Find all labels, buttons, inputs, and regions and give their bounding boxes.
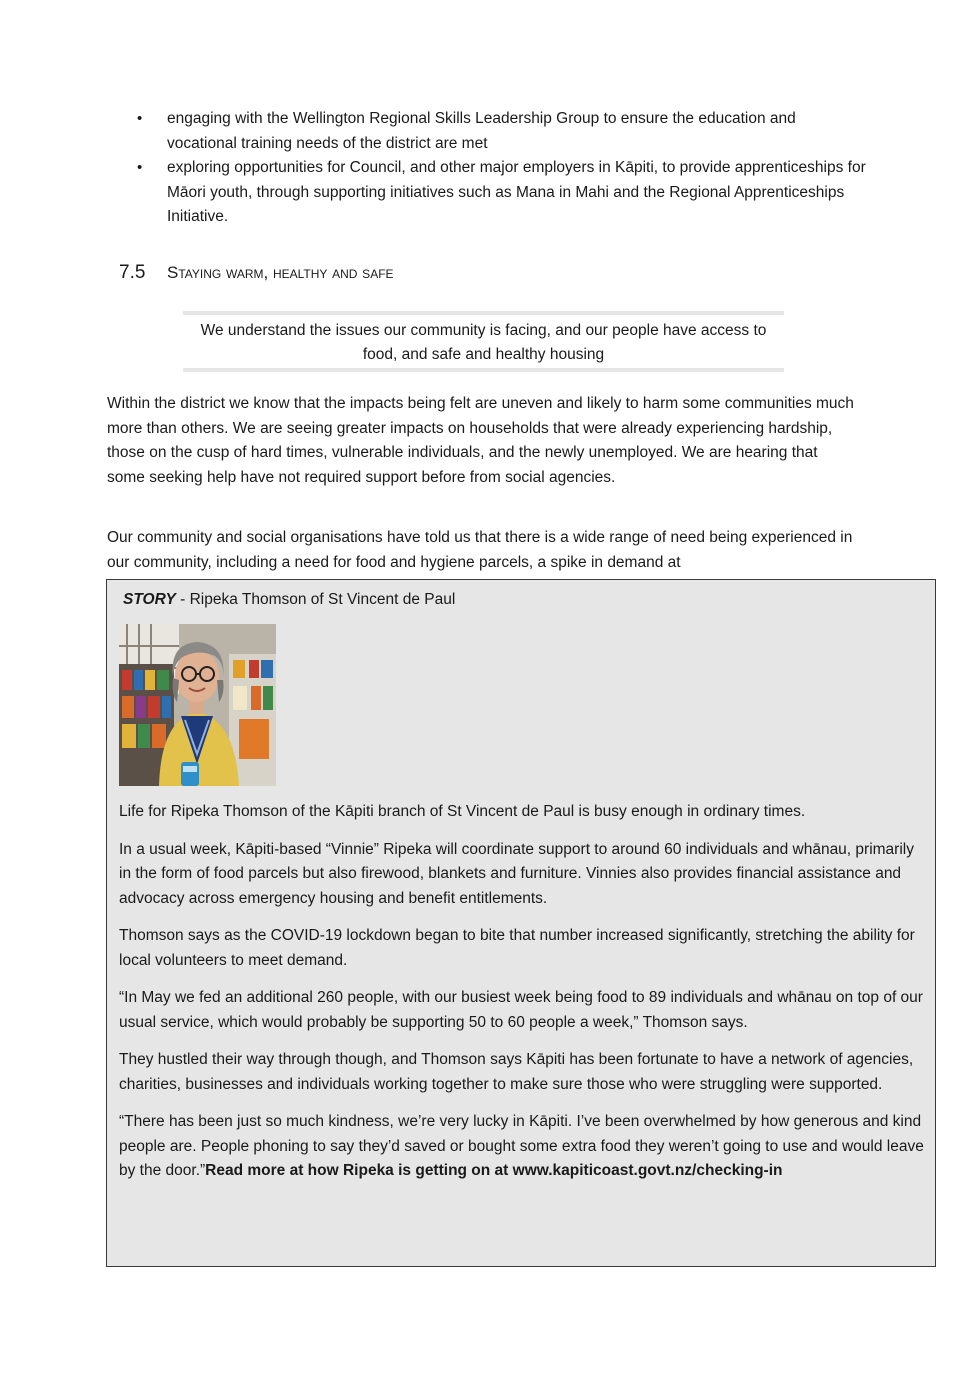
story-quote: “There has been just so much kindness, we’re very lucky in Kāpiti. I’ve been overwhelmed by how generous and kind people are. People phoning to say they’d saved or bought some extra food they weren’t going to use and would leave by the door.” bbox=[119, 1113, 924, 1179]
story-paragraph: In a usual week, Kāpiti-based “Vinnie” Ripeka will coordinate support to around 60 individuals and whānau, primarily in the form of food parcels but also firewood, blankets and furniture. Vinnies also provides financial assistance and advocacy across emergency housing and benefit entitlements. bbox=[119, 840, 914, 907]
bullet-item: • exploring opportunities for Council, and other major employers in Kāpiti, to provide apprenticeships for Māori youth, through supporting initiatives such as Mana in Mahi and the Regional Apprenticeships Initiative. bbox=[107, 156, 867, 230]
body-paragraph: Our community and social organisations have told us that there is a wide range of need being experienced in our community, including a need for food and hygiene parcels, a spike in demand at bbox=[107, 529, 853, 571]
read-more-link[interactable]: Read more at how Ripeka is getting on at www.kapiticoast.govt.nz/checking-in bbox=[205, 1162, 783, 1179]
story-heading bbox=[123, 588, 455, 612]
section-heading bbox=[119, 262, 394, 284]
ripeka-photo bbox=[119, 624, 276, 786]
story-body bbox=[119, 800, 927, 1197]
bullet-icon: • bbox=[137, 159, 143, 176]
section-title: Staying warm, healthy and safe bbox=[167, 263, 394, 282]
story-final-paragraph bbox=[119, 1110, 927, 1184]
story-paragraph: They hustled their way through though, and Thomson says Kāpiti has been fortunate to have a network of agencies, charities, businesses and individuals working together to make sure those who were struggling were supported. bbox=[119, 1051, 914, 1093]
bullet-icon: • bbox=[137, 110, 143, 127]
bullet-item: • engaging with the Wellington Regional Skills Leadership Group to ensure the education and vocational training needs of the district are met bbox=[107, 107, 867, 156]
story-paragraph: Thomson says as the COVID-19 lockdown began to bite that number increased significantly, stretching the ability for local volunteers to meet demand. bbox=[119, 927, 915, 969]
bullet-list bbox=[107, 107, 867, 230]
portrait-illustration bbox=[119, 624, 276, 786]
story-paragraph: “In May we fed an additional 260 people, with our busiest week being food to 89 individuals and whānau on top of our usual service, which would probably be supporting 50 to 60 people a week,” Thomson says. bbox=[119, 989, 923, 1031]
story-tag: STORY bbox=[123, 591, 176, 608]
story-box bbox=[106, 579, 936, 1267]
outcome-statement: We understand the issues our community is facing, and our people have access to food, and safe and healthy housing bbox=[183, 311, 784, 372]
section-number: 7.5 bbox=[119, 262, 146, 283]
story-paragraph: Life for Ripeka Thomson of the Kāpiti branch of St Vincent de Paul is busy enough in ordinary times. bbox=[119, 803, 806, 820]
body-paragraph: Within the district we know that the impacts being felt are uneven and likely to harm some communities much more than others. We are seeing greater impacts on households that were already experiencing hardship, those on the cusp of hard times, vulnerable individuals, and the newly unemployed. We are hearing that some seeking help have not required support before from social agencies. bbox=[107, 395, 854, 486]
story-subject: - Ripeka Thomson of St Vincent de Paul bbox=[175, 591, 456, 608]
